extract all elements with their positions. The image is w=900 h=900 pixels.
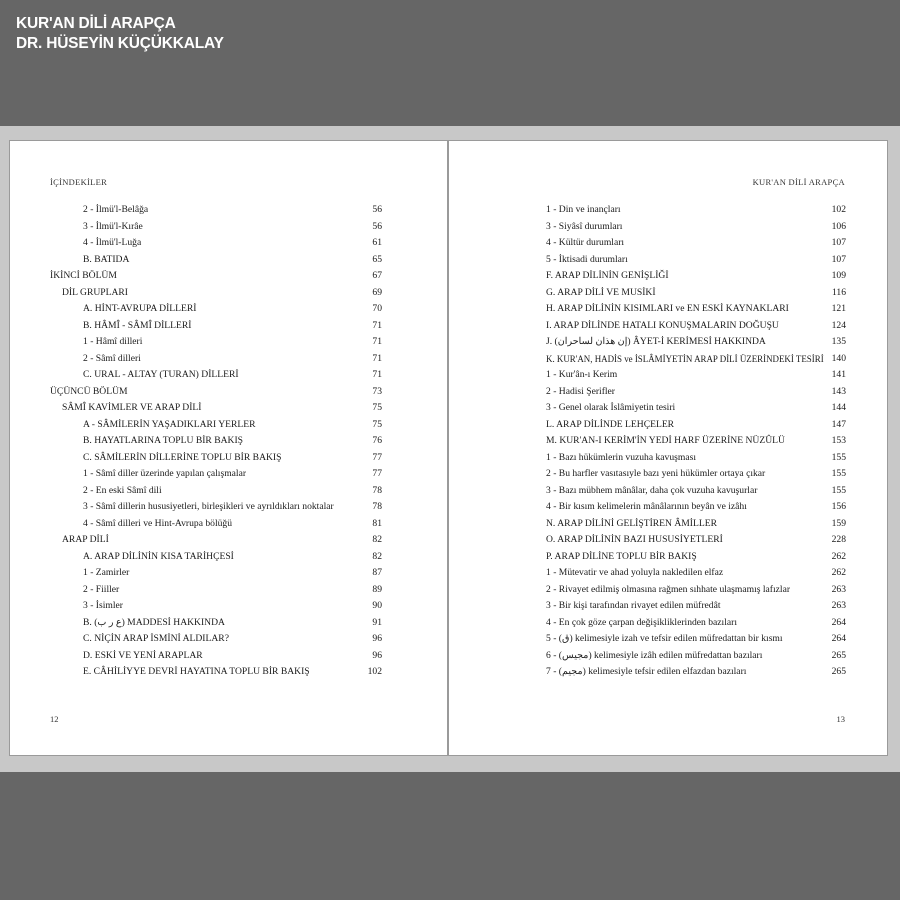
toc-entry-title: 1 - Mütevatir ve ahad yoluyla nakledilen elfaz	[546, 567, 724, 578]
toc-entry-title: B. (ع ر ب) MADDESİ HAKKINDA	[83, 616, 225, 628]
toc-entry-title: E. CÂHİLİYYE DEVRİ HAYATINA TOPLU BİR BAKIŞ	[83, 666, 310, 677]
toc-entry	[546, 433, 846, 450]
toc-entry	[546, 466, 846, 483]
toc-entry-title: 2 - Rivayet edilmiş olmasına rağmen sıhhate ulaşmamış lafızlar	[546, 583, 791, 595]
toc-entry	[50, 367, 382, 384]
book-title: KUR'AN DİLİ ARAPÇA	[16, 15, 176, 32]
toc-entry-page: 106	[831, 220, 846, 232]
toc-entry-title: P. ARAP DİLİNE TOPLU BİR BAKIŞ	[546, 550, 697, 562]
right-toc-list	[546, 202, 846, 681]
toc-entry-title: 7 - (مجيم) kelimesiyle tefsir edilen elfazdan bazıları	[546, 666, 747, 677]
toc-entry-title: 4 - Sâmî dilleri ve Hint-Avrupa bölüğü	[83, 517, 233, 529]
toc-entry-page: 81	[372, 517, 382, 529]
toc-entry	[546, 549, 846, 566]
toc-entry	[546, 367, 846, 384]
toc-entry	[546, 450, 846, 467]
toc-entry-page: 73	[372, 385, 382, 397]
toc-entry-title: SÂMÎ KAVİMLER VE ARAP DİLİ	[62, 402, 202, 413]
toc-entry	[546, 351, 846, 368]
toc-entry-title: I. ARAP DİLİNDE HATALI KONUŞMALARIN DOĞUŞU	[546, 319, 779, 331]
toc-entry-title: 1 - Kur'ân-ı Kerim	[546, 369, 618, 380]
toc-entry-title: 1 - Bazı hükümlerin vuzuha kavuşması	[546, 451, 697, 463]
toc-entry	[50, 252, 382, 269]
toc-entry-title: C. URAL - ALTAY (TURAN) DİLLERİ	[83, 369, 239, 380]
toc-entry-page: 96	[372, 649, 382, 661]
toc-entry-title: ARAP DİLİ	[62, 534, 109, 545]
toc-entry-title: H. ARAP DİLİNİN KISIMLARI ve EN ESKİ KAYNAKLARI	[546, 303, 789, 314]
right-page-number: 13	[836, 714, 845, 724]
toc-entry-page: 263	[831, 600, 846, 611]
toc-entry-page: 124	[831, 319, 846, 331]
toc-entry	[50, 532, 382, 549]
toc-entry-title: 4 - Bir kısım kelimelerin mânâlarının beyân ve izâhı	[546, 501, 747, 512]
toc-entry-page: 78	[372, 501, 382, 512]
toc-entry-title: 2 - Hadisi Şerifler	[546, 385, 616, 397]
toc-entry-title: B. HÂMÎ - SÂMÎ DİLLERİ	[83, 319, 192, 331]
toc-entry	[50, 400, 382, 417]
toc-entry-page: 121	[831, 303, 846, 314]
left-page-number: 12	[50, 714, 59, 724]
toc-entry	[546, 318, 846, 335]
right-running-head: KUR'AN DİLİ ARAPÇA	[752, 177, 845, 187]
toc-entry-title: B. BATIDA	[83, 253, 130, 265]
toc-entry	[546, 301, 846, 318]
toc-entry-title: 6 - (مجيس) kelimesiyle izâh edilen müfredattan bazıları	[546, 649, 763, 661]
toc-entry-page: 147	[831, 418, 846, 430]
toc-entry-page: 89	[372, 583, 382, 595]
toc-entry-title: 4 - Kültür durumları	[546, 237, 625, 248]
toc-entry	[546, 582, 846, 599]
toc-entry	[546, 417, 846, 434]
toc-entry	[50, 285, 382, 302]
toc-entry-title: 2 - Fiiller	[83, 583, 120, 595]
author-name: DR. HÜSEYİN KÜÇÜKKALAY	[16, 35, 224, 52]
toc-entry	[546, 285, 846, 302]
toc-entry-title: DİL GRUPLARI	[62, 286, 128, 298]
toc-entry-page: 156	[831, 501, 846, 512]
toc-entry	[50, 334, 382, 351]
toc-entry	[546, 648, 846, 665]
toc-entry-page: 77	[372, 451, 382, 463]
toc-entry-title: İKİNCİ BÖLÜM	[50, 270, 117, 281]
toc-entry-page: 143	[831, 385, 846, 397]
toc-entry-page: 116	[831, 286, 846, 298]
toc-entry	[546, 631, 846, 648]
toc-entry-page: 76	[372, 435, 382, 446]
toc-entry	[50, 433, 382, 450]
toc-entry-page: 75	[372, 402, 382, 413]
toc-entry-page: 155	[831, 484, 846, 496]
toc-entry-page: 69	[372, 286, 382, 298]
toc-entry-page: 71	[372, 319, 382, 331]
toc-entry-title: 1 - Sâmî diller üzerinde yapılan çalışmalar	[83, 468, 247, 479]
toc-entry-title: 4 - En çok göze çarpan değişikliklerinden bazıları	[546, 616, 737, 628]
toc-entry-title: J. (إن هذان لساحران) ÂYET-İ KERİMESİ HAKKINDA	[546, 336, 766, 347]
toc-entry-title: F. ARAP DİLİNİN GENİŞLİĞİ	[546, 270, 669, 281]
toc-entry-title: 3 - İsimler	[83, 600, 123, 611]
toc-entry	[546, 598, 846, 615]
toc-entry	[50, 219, 382, 236]
toc-entry	[50, 235, 382, 252]
toc-entry-title: 2 - İlmü'l-Belâğa	[83, 204, 149, 215]
toc-entry	[50, 631, 382, 648]
toc-entry-title: 3 - Sâmî dillerin hususiyetleri, birleşikleri ve ayrıldıkları noktalar	[83, 501, 334, 512]
toc-entry	[546, 664, 846, 681]
toc-entry-page: 61	[372, 237, 382, 248]
right-page	[448, 140, 888, 756]
toc-entry-page: 107	[831, 253, 846, 265]
toc-entry-page: 264	[831, 616, 846, 628]
toc-entry-title: O. ARAP DİLİNİN BAZI HUSUSİYETLERİ	[546, 534, 723, 545]
toc-entry	[546, 565, 846, 582]
toc-entry	[50, 516, 382, 533]
toc-entry-page: 144	[831, 402, 846, 413]
toc-entry-title: 2 - Bu harfler vasıtasıyle bazı yeni hükümler ortaya çıkar	[546, 468, 766, 479]
toc-entry-page: 265	[831, 666, 846, 677]
toc-entry-page: 107	[831, 237, 846, 248]
toc-entry-page: 153	[831, 435, 846, 446]
toc-entry-page: 71	[372, 352, 382, 364]
toc-entry	[50, 615, 382, 632]
toc-entry	[546, 499, 846, 516]
toc-entry-page: 82	[372, 550, 382, 562]
toc-entry-page: 155	[831, 468, 846, 479]
left-running-head: İÇİNDEKİLER	[50, 177, 108, 187]
toc-entry	[50, 499, 382, 516]
toc-entry	[50, 351, 382, 368]
toc-entry-title: C. SÂMİLERİN DİLLERİNE TOPLU BİR BAKIŞ	[83, 451, 282, 463]
toc-entry	[50, 466, 382, 483]
toc-entry-page: 263	[831, 583, 846, 595]
toc-entry-title: L. ARAP DİLİNDE LEHÇELER	[546, 418, 675, 430]
toc-entry-title: 2 - En eski Sâmî dili	[83, 484, 162, 496]
toc-entry	[50, 582, 382, 599]
toc-entry-title: G. ARAP DİLİ VE MUSİKİ	[546, 286, 656, 298]
toc-entry-page: 228	[831, 534, 846, 545]
toc-entry-page: 67	[372, 270, 382, 281]
toc-entry	[546, 334, 846, 351]
toc-entry-page: 56	[372, 220, 382, 232]
toc-entry-page: 135	[831, 336, 846, 347]
book-title-banner	[16, 14, 224, 54]
toc-entry-page: 87	[372, 567, 382, 578]
toc-entry-page: 262	[831, 550, 846, 562]
toc-entry-page: 96	[372, 633, 382, 644]
toc-entry-page: 159	[831, 517, 846, 529]
toc-entry	[546, 615, 846, 632]
toc-entry-page: 71	[372, 369, 382, 380]
toc-entry	[546, 532, 846, 549]
toc-entry	[50, 202, 382, 219]
toc-entry-title: N. ARAP DİLİNİ GELİŞTİREN ÂMİLLER	[546, 517, 717, 529]
toc-entry	[50, 450, 382, 467]
toc-entry	[50, 384, 382, 401]
toc-entry-page: 102	[831, 204, 846, 215]
toc-entry	[546, 268, 846, 285]
toc-entry-title: 3 - Bazı mübhem mânâlar, daha çok vuzuha kavuşurlar	[546, 484, 758, 496]
left-page	[9, 140, 448, 756]
toc-entry	[546, 219, 846, 236]
toc-entry-page: 82	[372, 534, 382, 545]
toc-entry-title: 3 - Bir kişi tarafından rivayet edilen müfredât	[546, 600, 721, 611]
toc-entry	[546, 202, 846, 219]
toc-entry-page: 75	[372, 418, 382, 430]
left-toc-list	[50, 202, 382, 681]
toc-entry-title: C. NİÇİN ARAP İSMİNİ ALDILAR?	[83, 633, 229, 644]
toc-entry-page: 264	[831, 633, 846, 644]
toc-entry-title: 3 - Genel olarak İslâmiyetin tesiri	[546, 402, 676, 413]
toc-entry-page: 262	[831, 567, 846, 578]
toc-entry-page: 109	[831, 270, 846, 281]
toc-entry-page: 56	[372, 204, 382, 215]
toc-entry-title: M. KUR'AN-I KERİM'İN YEDİ HARF ÜZERİNE NÜZÛLÜ	[546, 435, 785, 446]
toc-entry-title: 4 - İlmü'l-Luğa	[83, 237, 142, 248]
toc-entry	[546, 516, 846, 533]
toc-entry	[546, 384, 846, 401]
toc-entry	[546, 483, 846, 500]
toc-entry-title: 3 - İlmü'l-Kırâe	[83, 220, 143, 232]
toc-entry-page: 155	[831, 451, 846, 463]
toc-entry	[50, 598, 382, 615]
toc-entry-title: A - SÂMİLERİN YAŞADIKLARI YERLER	[83, 418, 256, 430]
toc-entry	[50, 318, 382, 335]
toc-entry	[50, 549, 382, 566]
toc-entry-page: 91	[372, 616, 382, 628]
toc-entry-page: 102	[367, 666, 382, 677]
toc-entry-title: 3 - Siyâsî durumları	[546, 220, 623, 232]
toc-entry	[50, 301, 382, 318]
toc-entry-page: 78	[372, 484, 382, 496]
toc-entry-title: A. HİNT-AVRUPA DİLLERİ	[83, 303, 197, 314]
toc-entry-title: K. KUR'AN, HADİS ve İSLÂMİYETİN ARAP DİLİ ÜZERİNDEKİ TESİRİ	[546, 353, 824, 364]
toc-entry-title: 5 - İktisadi durumları	[546, 253, 628, 265]
toc-entry-page: 265	[831, 649, 846, 661]
toc-entry-title: 2 - Sâmî dilleri	[83, 352, 141, 364]
toc-entry-page: 65	[372, 253, 382, 265]
toc-entry-title: 1 - Din ve inançları	[546, 204, 621, 215]
toc-entry-page: 77	[372, 468, 382, 479]
toc-entry	[50, 664, 382, 681]
toc-entry-title: A. ARAP DİLİNİN KISA TARİHÇESİ	[83, 550, 234, 562]
toc-entry-page: 141	[831, 369, 846, 380]
toc-entry-title: 1 - Hâmî dilleri	[83, 336, 143, 347]
toc-entry-page: 70	[372, 303, 382, 314]
toc-entry	[546, 252, 846, 269]
toc-entry	[546, 400, 846, 417]
toc-entry	[50, 648, 382, 665]
toc-entry	[50, 483, 382, 500]
toc-entry-title: 5 - (ق) kelimesiyle izah ve tefsir edilen müfredattan bir kısmı	[546, 633, 783, 644]
toc-entry-title: ÜÇÜNCÜ BÖLÜM	[50, 385, 128, 397]
toc-entry	[50, 268, 382, 285]
toc-entry-title: D. ESKİ VE YENİ ARAPLAR	[83, 649, 203, 661]
toc-entry-page: 71	[372, 336, 382, 347]
toc-entry	[50, 565, 382, 582]
toc-entry-title: 1 - Zamirler	[83, 567, 130, 578]
toc-entry-title: B. HAYATLARINA TOPLU BİR BAKIŞ	[83, 435, 244, 446]
toc-entry-page: 140	[831, 352, 846, 364]
toc-entry-page: 90	[372, 600, 382, 611]
toc-entry	[50, 417, 382, 434]
toc-entry	[546, 235, 846, 252]
